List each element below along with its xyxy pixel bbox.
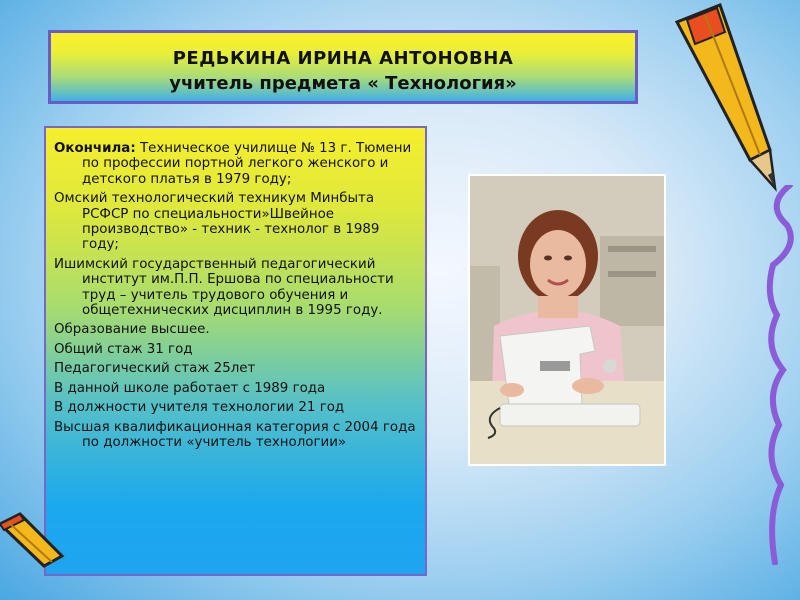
info-item: В должности учителя технологии 21 год: [54, 400, 345, 416]
info-item: Омский технологический техникум Минбыта РСФСР по специальности»Швейное производство» - техник - технолог в 1989 году;: [54, 191, 380, 253]
info-item-graduated: [54, 141, 419, 187]
pencil-decoration-icon: [0, 508, 70, 570]
info-panel: [44, 126, 427, 576]
pencil-decoration-icon: [665, 0, 785, 195]
squiggle-decoration-icon: [755, 185, 800, 565]
info-item: Педагогический стаж 25лет: [54, 361, 256, 377]
info-item: В данной школе работает с 1989 года: [54, 380, 326, 396]
graduated-text: Техническое училище № 13 г. Тюмени по профессии портной легкого женского и детского платья в 1979 году;: [82, 141, 412, 187]
info-item: Образование высшее.: [54, 322, 210, 338]
info-item: Высшая квалификационная категория с 2004 года по должности «учитель технологии»: [54, 419, 416, 450]
teacher-photo: [468, 174, 666, 466]
graduated-label: Окончила:: [54, 141, 136, 156]
portrait-photo-icon: [470, 176, 664, 464]
teacher-name: РЕДЬКИНА ИРИНА АНТОНОВНА: [172, 48, 514, 69]
teacher-position: учитель предмета « Технология»: [169, 73, 517, 94]
info-item: Общий стаж 31 год: [54, 341, 193, 357]
info-item: Ишимский государственный педагогический институт им.П.П. Ершова по специальности труд – учитель трудового обучения и общетехнических дисциплин в 1995 году.: [54, 256, 394, 319]
title-banner: [48, 30, 638, 104]
